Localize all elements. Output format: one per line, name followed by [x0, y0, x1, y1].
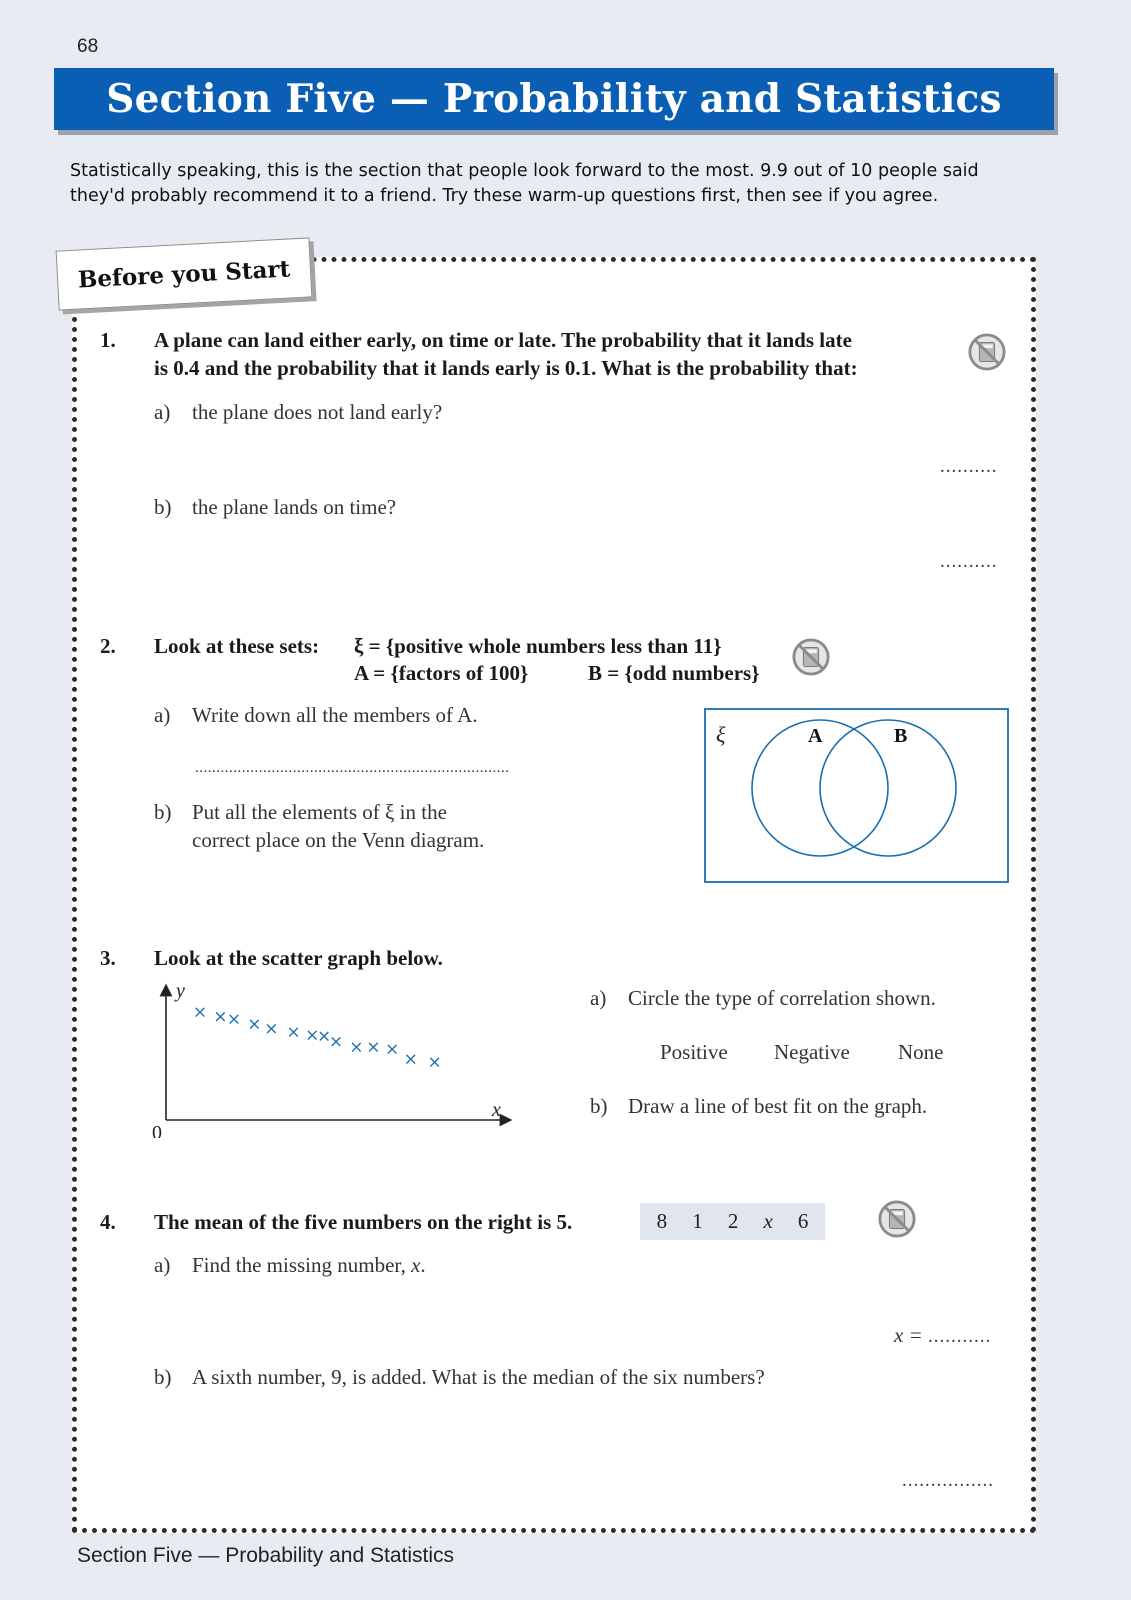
number-box	[640, 1203, 825, 1240]
venn-diagram[interactable]	[704, 708, 1010, 884]
q1a-answer-line[interactable]: ..........	[940, 456, 998, 477]
scatter-point-13: ×	[403, 1049, 418, 1070]
option-none[interactable]: None	[898, 1040, 944, 1064]
q1b-text: the plane lands on time?	[192, 495, 397, 519]
scatter-graph[interactable]	[140, 978, 520, 1138]
footer-title: Section Five — Probability and Statistics	[77, 1544, 454, 1567]
scatter-point-4: ×	[247, 1014, 262, 1035]
scatter-point-3: ×	[226, 1009, 242, 1030]
q4b	[154, 1365, 765, 1390]
intro-line-2: they'd probably recommend it to a friend. Try these warm-up questions first, then see if you agree.	[70, 186, 939, 206]
q1b	[154, 495, 396, 520]
no-calculator-icon	[792, 638, 830, 676]
q1a-label: a)	[154, 400, 171, 424]
venn-label-b: B	[894, 725, 908, 747]
scatter-y-label: y	[176, 980, 185, 1002]
questions-frame	[72, 257, 1036, 1533]
q4a-answer-prefix: x =	[894, 1323, 923, 1347]
q1a-text: the plane does not land early?	[192, 400, 443, 424]
intro-paragraph	[70, 159, 1050, 209]
q4b-answer-line[interactable]: ................	[902, 1470, 994, 1491]
scatter-point-12: ×	[384, 1039, 400, 1060]
venn-universal-box	[705, 709, 1008, 882]
scatter-point-11: ×	[366, 1037, 381, 1058]
q4a	[154, 1253, 426, 1278]
number-4: x	[763, 1209, 773, 1233]
q1b-label: b)	[154, 495, 172, 519]
number-2: 1	[692, 1209, 703, 1233]
q2-number: 2.	[100, 634, 116, 658]
option-positive[interactable]: Positive	[660, 1040, 728, 1064]
q4a-text-prefix: Find the missing number,	[192, 1253, 412, 1277]
q2a	[154, 703, 478, 728]
q2b-text-line-1: Put all the elements of ξ in the	[192, 800, 447, 824]
no-calculator-icon	[968, 333, 1006, 371]
q3b-label: b)	[590, 1094, 608, 1118]
q3a-text: Circle the type of correlation shown.	[628, 986, 936, 1010]
scatter-point-1: ×	[192, 1002, 208, 1023]
q4a-answer-line[interactable]: ...........	[928, 1326, 992, 1347]
scatter-point-7: ×	[305, 1025, 320, 1046]
before-you-start-tag: Before you Start	[56, 237, 313, 310]
q2b-text-line-2: correct place on the Venn diagram.	[192, 828, 485, 852]
q4a-var: x	[411, 1253, 421, 1277]
q3b	[590, 1094, 927, 1119]
intro-line-1: Statistically speaking, this is the section that people look forward to the most. 9.9 out of 10 people said	[70, 161, 979, 181]
q2-set-b: B = {odd numbers}	[588, 661, 760, 685]
q4-text: The mean of the five numbers on the right is 5.	[154, 1210, 573, 1234]
q4a-text-suffix: .	[420, 1253, 426, 1277]
number-5: 6	[797, 1209, 809, 1233]
q4a-answer	[894, 1323, 991, 1348]
q2a-answer-line[interactable]: ..........................................................................	[195, 760, 510, 776]
q2a-label: a)	[154, 703, 171, 727]
page-number: 68	[77, 36, 99, 57]
scatter-point-14: ×	[427, 1052, 442, 1073]
q1-text-line-1: A plane can land either early, on time or late. The probability that it lands late	[154, 328, 852, 352]
scatter-point-8: ×	[316, 1026, 332, 1047]
q4-number: 4.	[100, 1210, 116, 1234]
number-1: 8	[656, 1209, 668, 1233]
q1-text	[154, 326, 954, 382]
q1-text-line-2: is 0.4 and the probability that it lands early is 0.1. What is the probability that:	[154, 356, 858, 380]
q1a	[154, 400, 442, 425]
q2b	[154, 798, 484, 854]
scatter-x-label: x	[492, 1099, 501, 1121]
scatter-points	[193, 1003, 442, 1073]
scatter-point-6: ×	[286, 1022, 301, 1043]
section-banner: Section Five — Probability and Statistics	[54, 68, 1054, 130]
q3-text: Look at the scatter graph below.	[154, 946, 443, 970]
scatter-point-10: ×	[349, 1037, 364, 1058]
venn-label-a: A	[808, 725, 823, 747]
q2a-text: Write down all the members of A.	[192, 703, 478, 727]
no-calculator-icon	[878, 1200, 916, 1238]
q2-universal-set: ξ = {positive whole numbers less than 11}	[354, 634, 722, 658]
q3b-text: Draw a line of best fit on the graph.	[628, 1094, 928, 1118]
q3-number: 3.	[100, 946, 116, 970]
q3a-label: a)	[590, 986, 607, 1010]
q2-lead: Look at these sets:	[154, 634, 320, 658]
q1-number: 1.	[100, 328, 116, 352]
scatter-point-2: ×	[213, 1007, 228, 1028]
q2b-label: b)	[154, 800, 172, 824]
q4a-label: a)	[154, 1253, 171, 1277]
q4b-text: A sixth number, 9, is added. What is the median of the six numbers?	[192, 1365, 765, 1389]
scatter-point-5: ×	[264, 1019, 279, 1039]
q3a	[590, 986, 936, 1011]
q1b-answer-line[interactable]: ..........	[940, 551, 998, 572]
option-negative[interactable]: Negative	[774, 1040, 850, 1064]
scatter-origin-label: 0	[152, 1122, 162, 1138]
scatter-point-9: ×	[328, 1032, 344, 1052]
venn-universal-label: ξ	[716, 722, 726, 747]
number-3: 2	[727, 1209, 739, 1233]
q2-set-a: A = {factors of 100}	[354, 661, 529, 685]
q4b-label: b)	[154, 1365, 172, 1389]
